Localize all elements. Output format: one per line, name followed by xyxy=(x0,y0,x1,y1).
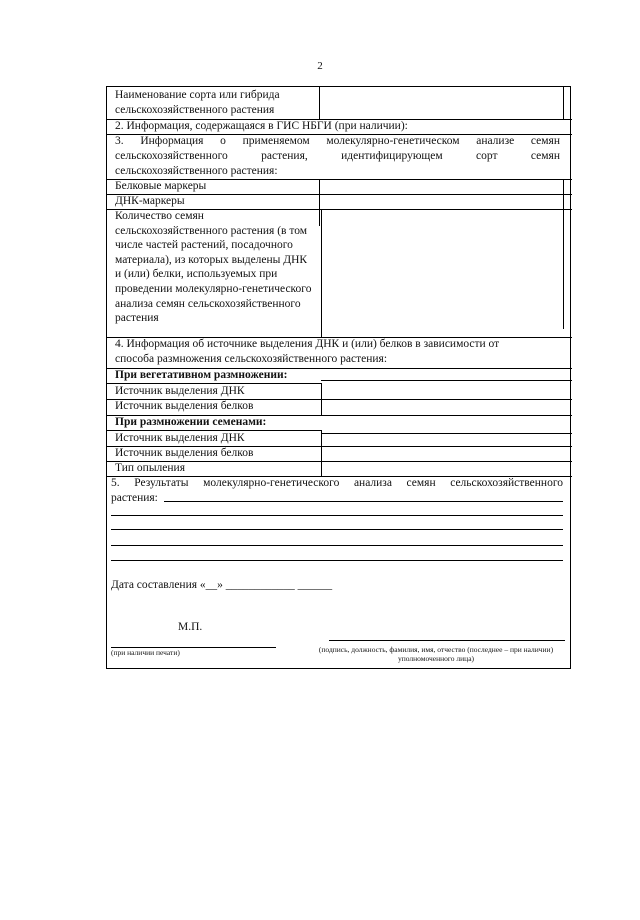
row-divider xyxy=(321,433,572,434)
stamp-caption: (при наличии печати) xyxy=(111,648,180,657)
signature-caption-line-2: уполномоченного лица) xyxy=(397,654,475,663)
section-4-line-1: 4. Информация об источнике выделения ДНК и (или) белков в зависимости от xyxy=(115,338,500,350)
results-answer-line[interactable] xyxy=(111,529,563,530)
right-edge-divider xyxy=(563,179,564,329)
form-box xyxy=(106,86,571,669)
column-divider xyxy=(319,87,320,119)
right-edge-divider xyxy=(563,87,564,119)
dna-markers-label: ДНК-маркеры xyxy=(115,195,185,207)
seed-heading: При размножении семенами: xyxy=(115,416,267,428)
stamp-label: М.П. xyxy=(178,621,203,633)
variety-name-label: Наименование сорта или гибрида сельскохозяйственного растения xyxy=(115,89,280,116)
section-4-line-2: способа размножения сельскохозяйственного растения: xyxy=(115,353,388,365)
seed-protein-source-label: Источник выделения белков xyxy=(115,447,254,459)
section-3-line-3: сельскохозяйственного растения: xyxy=(115,165,278,177)
column-divider xyxy=(321,430,322,476)
column-divider xyxy=(319,179,320,226)
results-line-1: 5. Результаты молекулярно-генетического анализа семян сельскохозяйственного xyxy=(111,477,563,489)
page-number: 2 xyxy=(317,60,323,72)
signature-caption-line-1: (подпись, должность, фамилия, имя, отчество (последнее – при наличии) xyxy=(318,645,554,654)
results-answer-line[interactable] xyxy=(111,545,563,546)
results-answer-line[interactable] xyxy=(164,501,563,502)
signature-line[interactable] xyxy=(329,640,565,641)
column-divider xyxy=(321,209,322,337)
results-line-2: растения: xyxy=(111,492,158,504)
vegetative-heading: При вегетативном размножении: xyxy=(115,369,288,381)
row-divider xyxy=(321,380,572,381)
veg-dna-source-label: Источник выделения ДНК xyxy=(115,385,245,397)
column-divider xyxy=(321,383,322,415)
pollination-type-label: Тип опыления xyxy=(115,462,185,474)
section-2-title: 2. Информация, содержащаяся в ГИС НБГИ (при наличии): xyxy=(115,120,408,132)
seed-quantity-label: Количество семян сельскохозяйственного растения (в том числе частей растений, посадочного материала), из которых выделены ДНК и (или) белки, используемых при проведении молекулярно-генетического анализа семян сельскохозяйственного растения xyxy=(115,210,312,325)
results-answer-line[interactable] xyxy=(111,515,563,516)
date-label: Дата составления «__» ____________ ______ xyxy=(111,579,333,591)
seed-dna-source-label: Источник выделения ДНК xyxy=(115,432,245,444)
protein-markers-label: Белковые маркеры xyxy=(115,180,207,192)
veg-protein-source-label: Источник выделения белков xyxy=(115,400,254,412)
results-answer-line[interactable] xyxy=(111,560,563,561)
section-3-line-2: сельскохозяйственного растения, идентифицирующем сорт семян xyxy=(115,150,560,162)
section-3-line-1: 3. Информация о применяемом молекулярно-генетическом анализе семян xyxy=(115,135,560,147)
